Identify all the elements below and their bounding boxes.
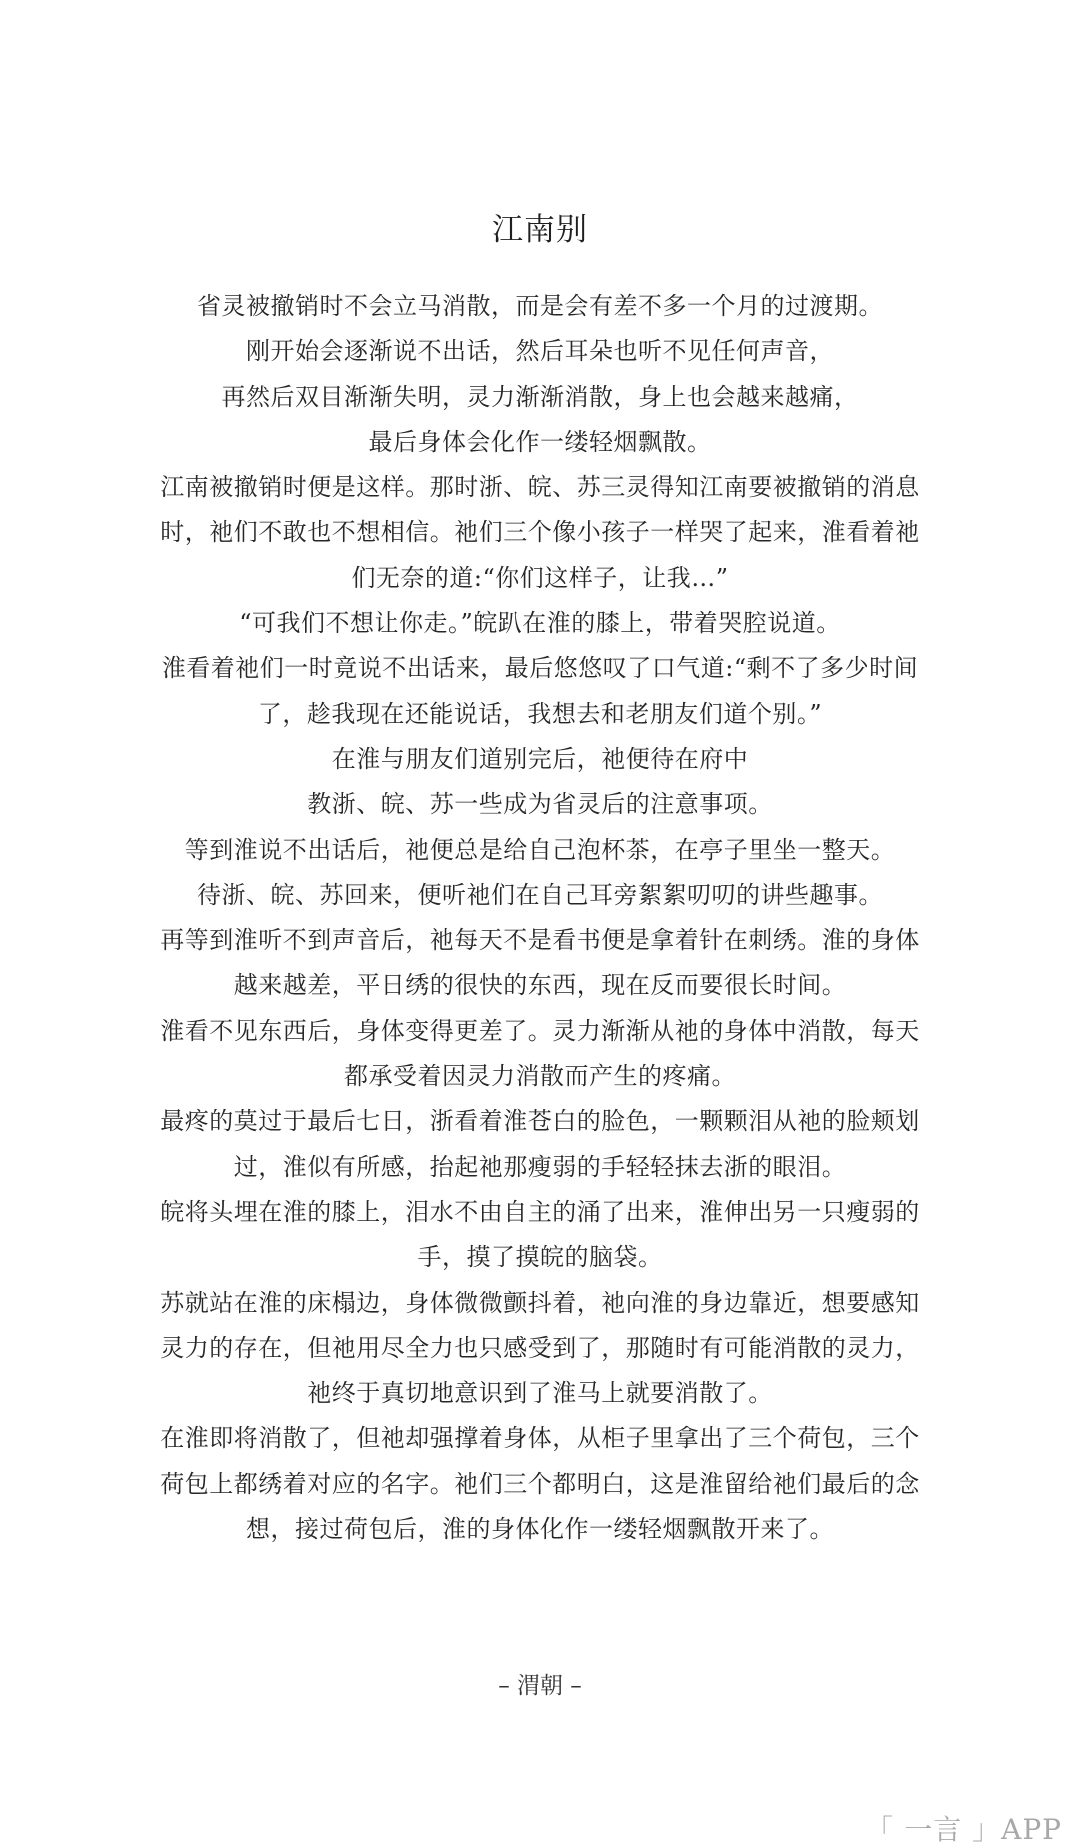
paragraph: 再然后双目渐渐失明，灵力渐渐消散，身上也会越来越痛， bbox=[221, 382, 859, 411]
paragraph: 省灵被撤销时不会立马消散，而是会有差不多一个月的过渡期。 bbox=[197, 292, 883, 320]
paragraph: 待浙、皖、苏回来，便听祂们在自己耳旁絮絮叨叨的讲些趣事。 bbox=[197, 880, 883, 909]
paragraph: 皖将头埋在淮的膝上，泪水不由自主的涌了出来，淮伸出另一只瘦弱的手，摸了摸皖的脑袋。 bbox=[160, 1197, 920, 1272]
paragraph: 刚开始会逐渐说不出话，然后耳朵也听不见任何声音， bbox=[246, 337, 834, 366]
paragraph: 苏就站在淮的床榻边，身体微微颤抖着，祂向淮的身边靠近，想要感知灵力的存在，但祂用尽全力也只感受到了，那随时有可能消散的灵力，祂终于真切地意识到了淮马上就要消散了。 bbox=[160, 1288, 920, 1408]
paragraph: 淮看不见东西后，身体变得更差了。灵力渐渐从祂的身体中消散，每天都承受着因灵力消散而产生的疼痛。 bbox=[160, 1016, 920, 1091]
page-title: 江南别 bbox=[492, 212, 588, 248]
paragraph: 淮看着祂们一时竟说不出话来，最后悠悠叹了口气道:“剩不了多少时间了，趁我现在还能说话，我想去和老朋友们道个别。” bbox=[161, 654, 919, 728]
paragraph: 最疼的莫过于最后七日，浙看着淮苍白的脸色，一颗颗泪从祂的脸颊划过，淮似有所感，抬起祂那瘦弱的手轻轻抹去浙的眼泪。 bbox=[160, 1107, 920, 1181]
paragraph: 等到淮说不出话后，祂便总是给自己泡杯茶，在亭子里坐一整天。 bbox=[184, 835, 896, 864]
app-brand-label: 「 一言 」APP bbox=[865, 1813, 1062, 1846]
article-body bbox=[150, 284, 930, 1552]
paragraph: 教浙、皖、苏一些成为省灵后的注意事项。 bbox=[307, 790, 773, 819]
paragraph: 江南被撤销时便是这样。那时浙、皖、苏三灵得知江南要被撤销的消息时，祂们不敢也不想相信。祂们三个像小孩子一样哭了起来，淮看着祂们无奈的道:“你们这样子，让我…” bbox=[160, 473, 920, 592]
paragraph: 在淮即将消散了，但祂却强撑着身体，从柜子里拿出了三个荷包，三个荷包上都绣着对应的名字。祂们三个都明白，这是淮留给祂们最后的念想，接过荷包后，淮的身体化作一缕轻烟飘散开来了。 bbox=[160, 1424, 920, 1544]
paragraph: 再等到淮听不到声音后，祂每天不是看书便是拿着针在刺绣。淮的身体越来越差，平日绣的很快的东西，现在反而要很长时间。 bbox=[160, 926, 920, 1000]
paragraph: “可我们不想让你走。”皖趴在淮的膝上，带着哭腔说道。 bbox=[239, 609, 841, 638]
paragraph: 在淮与朋友们道别完后，祂便待在府中 bbox=[331, 744, 749, 773]
paragraph: 最后身体会化作一缕轻烟飘散。 bbox=[368, 427, 712, 456]
author-signature: – 渭朝 – bbox=[498, 1673, 582, 1699]
